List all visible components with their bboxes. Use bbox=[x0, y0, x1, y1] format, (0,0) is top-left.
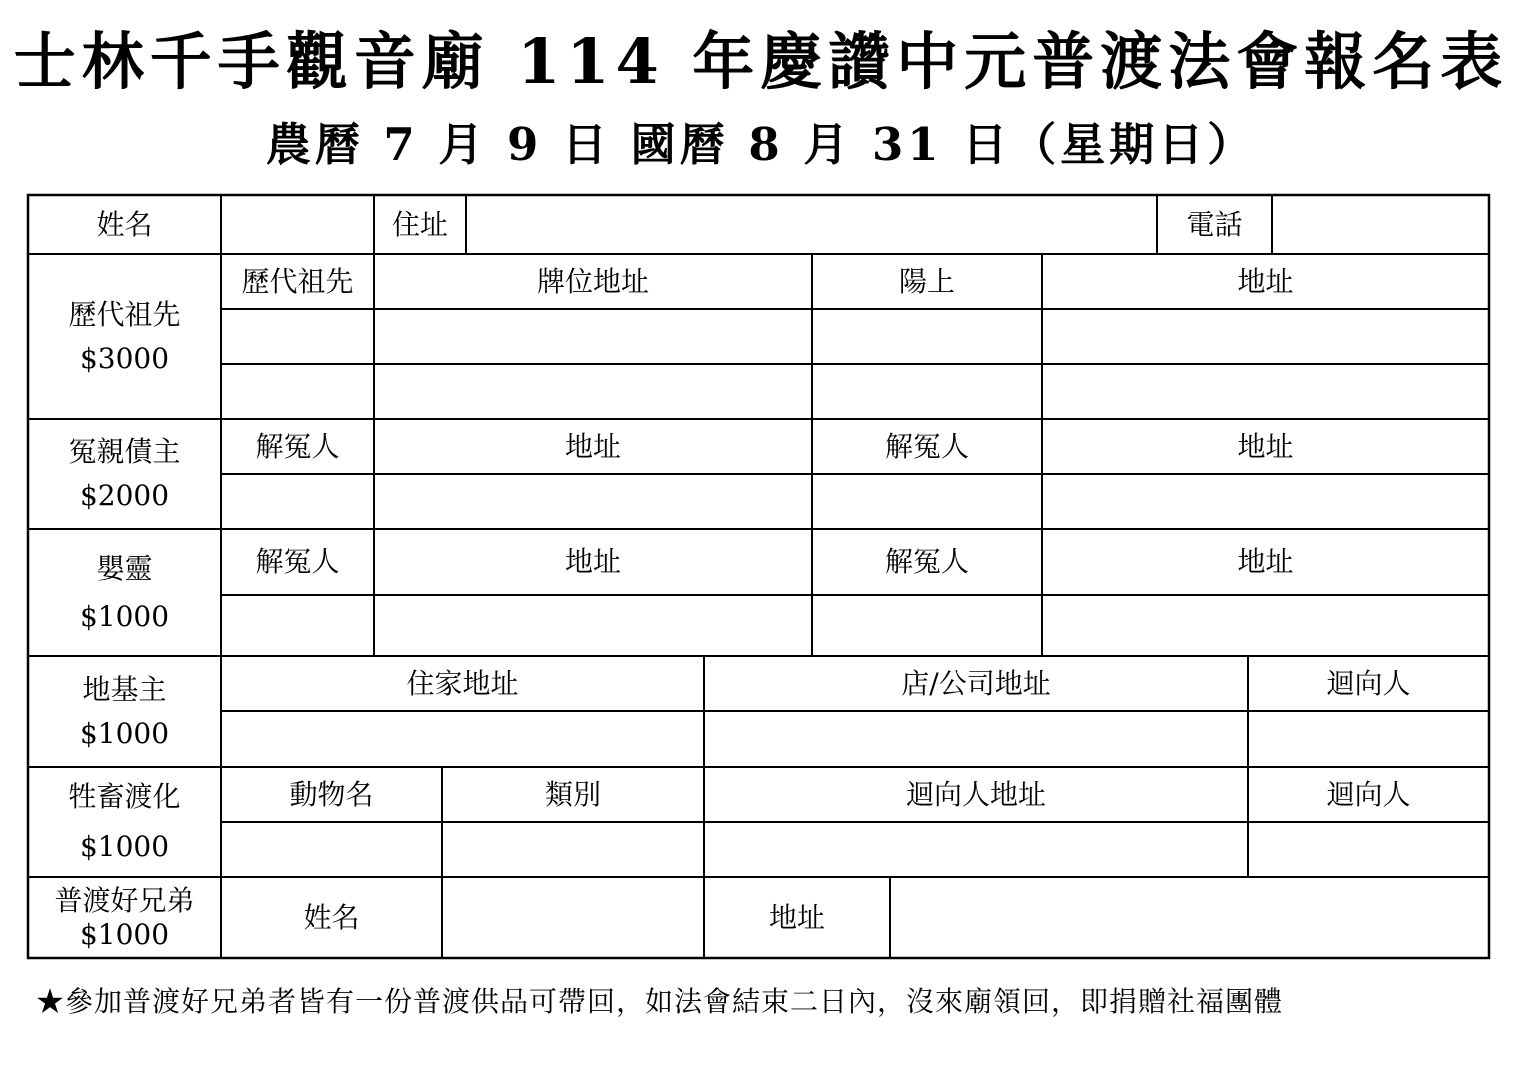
brothers-label: 普渡好兄弟 bbox=[54, 883, 195, 917]
livestock-col-dedicator: 迴向人 bbox=[1326, 777, 1411, 811]
name-field[interactable] bbox=[222, 196, 373, 253]
ancestors-col-ancestor: 歷代祖先 bbox=[241, 264, 354, 298]
ancestors-price: $3000 bbox=[79, 341, 170, 375]
phone-label: 電話 bbox=[1186, 207, 1243, 241]
land-lord-price: $1000 bbox=[79, 716, 170, 750]
creditors-col-resolver-1: 解冤人 bbox=[255, 429, 340, 463]
brothers-address-label: 地址 bbox=[768, 900, 825, 934]
address-field[interactable] bbox=[467, 196, 1156, 253]
livestock-col-dedicator-address: 迴向人地址 bbox=[905, 777, 1046, 811]
form-title: 士林千手觀音廟 114 年慶讚中元普渡法會報名表 bbox=[13, 25, 1509, 98]
ancestors-col-address: 地址 bbox=[1237, 264, 1294, 298]
ancestors-label: 歷代祖先 bbox=[68, 297, 181, 331]
creditors-col-resolver-2: 解冤人 bbox=[884, 429, 969, 463]
creditors-col-address-2: 地址 bbox=[1237, 429, 1294, 463]
infants-label: 嬰靈 bbox=[96, 551, 153, 585]
infants-col-resolver-2: 解冤人 bbox=[884, 545, 969, 578]
ancestors-col-tablet-address: 牌位地址 bbox=[536, 264, 649, 298]
infants-section-label bbox=[28, 529, 221, 656]
name-label: 姓名 bbox=[96, 207, 153, 241]
address-label: 住址 bbox=[391, 207, 448, 241]
infants-col-address-1: 地址 bbox=[564, 545, 621, 578]
brothers-section-label bbox=[28, 877, 221, 958]
creditors-section-label bbox=[28, 419, 221, 529]
land-lord-col-dedicator: 迴向人 bbox=[1326, 666, 1411, 700]
event-date: 農曆 7 月 9 日 國曆 8 月 31 日（星期日） bbox=[265, 118, 1257, 171]
creditors-label: 冤親債主 bbox=[68, 435, 181, 468]
livestock-section-label bbox=[28, 767, 221, 877]
brothers-name-label: 姓名 bbox=[303, 900, 360, 934]
creditors-price: $2000 bbox=[79, 479, 170, 512]
livestock-label: 牲畜渡化 bbox=[68, 780, 181, 813]
livestock-col-animal-name: 動物名 bbox=[289, 777, 374, 811]
ancestors-col-descendant: 陽上 bbox=[898, 264, 955, 298]
infants-col-address-2: 地址 bbox=[1237, 545, 1294, 578]
land-lord-label: 地基主 bbox=[82, 672, 167, 706]
brothers-address-field[interactable] bbox=[891, 878, 1488, 957]
brothers-price: $1000 bbox=[79, 917, 170, 951]
ancestors-section-label bbox=[28, 254, 221, 419]
phone-field[interactable] bbox=[1273, 196, 1488, 253]
infants-price: $1000 bbox=[79, 599, 170, 633]
infants-col-resolver-1: 解冤人 bbox=[255, 545, 340, 578]
land-lord-col-shop-address: 店/公司地址 bbox=[901, 666, 1051, 700]
land-lord-section-label bbox=[28, 656, 221, 767]
livestock-col-category: 類別 bbox=[544, 777, 601, 811]
brothers-name-field[interactable] bbox=[443, 878, 703, 957]
creditors-col-address-1: 地址 bbox=[564, 429, 621, 463]
footnote: ★參加普渡好兄弟者皆有一份普渡供品可帶回，如法會結束二日內，沒來廟領回，即捐贈社福團體 bbox=[36, 985, 1284, 1018]
land-lord-col-home-address: 住家地址 bbox=[406, 666, 519, 700]
livestock-price: $1000 bbox=[79, 830, 170, 863]
